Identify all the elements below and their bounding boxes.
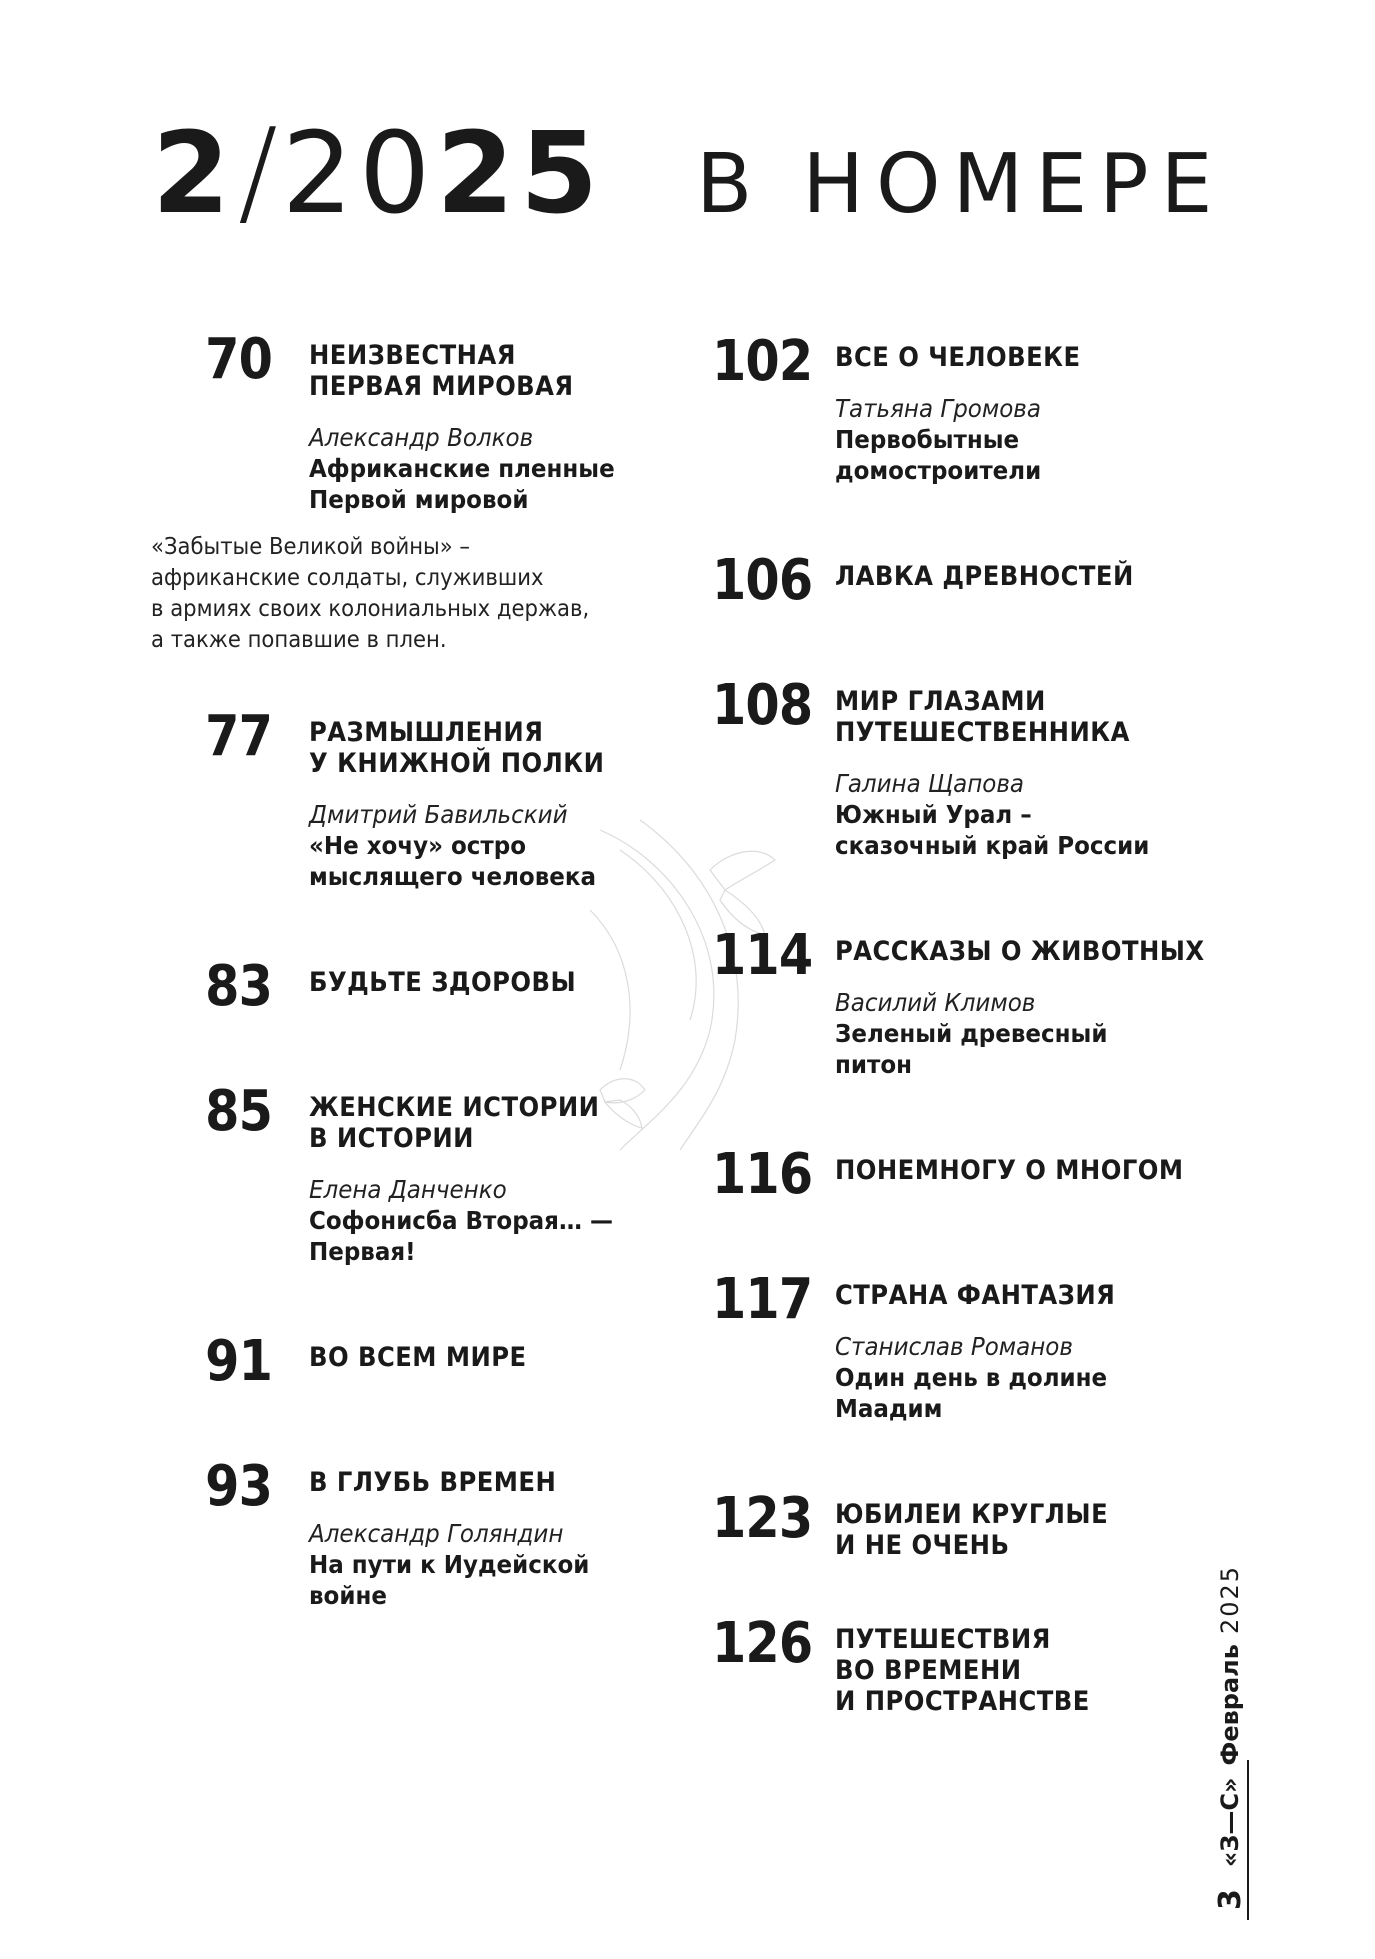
page-number: 126 bbox=[712, 1611, 813, 1676]
rubric: НЕИЗВЕСТНАЯ ПЕРВАЯ МИРОВАЯ bbox=[309, 340, 574, 402]
article-title: «Не хочу» остро мыслящего человека bbox=[309, 831, 597, 891]
page-number: 91 bbox=[205, 1329, 272, 1394]
author: Василий Климов bbox=[835, 988, 1036, 1017]
page-number: 83 bbox=[205, 954, 272, 1019]
author: Станислав Романов bbox=[835, 1332, 1073, 1361]
side-caption bbox=[1210, 1520, 1250, 1910]
entry-body bbox=[835, 1624, 1118, 1717]
issue-year-second: 25 bbox=[436, 109, 605, 239]
entry-body bbox=[835, 686, 1177, 861]
author: Галина Щапова bbox=[835, 769, 1025, 798]
page-number: 93 bbox=[205, 1454, 272, 1519]
entry-body bbox=[309, 717, 637, 892]
article-title: Один день в долине Маадим bbox=[835, 1363, 1108, 1423]
entry-body bbox=[835, 342, 1108, 486]
issue-slash: / bbox=[237, 102, 278, 240]
folio-page-number: 3 bbox=[1212, 1889, 1248, 1910]
section-title: В НОМЕРЕ bbox=[696, 137, 1225, 232]
entry-body bbox=[835, 936, 1246, 1080]
entry-body bbox=[309, 340, 641, 515]
author: Татьяна Громова bbox=[835, 394, 1041, 423]
page-number: 117 bbox=[712, 1267, 813, 1332]
entry-body bbox=[309, 1092, 639, 1267]
author: Александр Голяндин bbox=[309, 1519, 564, 1548]
entry-body bbox=[835, 561, 1167, 592]
author: Дмитрий Бавильский bbox=[309, 800, 568, 829]
article-blurb: «Забытые Великой войны» – африканские солдаты, служивших в армиях своих колониальных держав, а также попавшие в плен. bbox=[151, 534, 590, 653]
rubric: ЛАВКА ДРЕВНОСТЕЙ bbox=[835, 561, 1134, 592]
author: Александр Волков bbox=[309, 423, 534, 452]
rubric: ЖЕНСКИЕ ИСТОРИИ В ИСТОРИИ bbox=[309, 1092, 600, 1154]
page-number: 108 bbox=[712, 673, 813, 738]
article-title: Африканские пленные Первой мировой bbox=[309, 454, 615, 514]
rubric: ЮБИЛЕИ КРУГЛЫЕ И НЕ ОЧЕНЬ bbox=[835, 1499, 1109, 1561]
rubric: РАЗМЫШЛЕНИЯ У КНИЖНОЙ ПОЛКИ bbox=[309, 717, 605, 779]
page-number: 106 bbox=[712, 548, 813, 613]
issue-month: Февраль bbox=[1216, 1644, 1244, 1766]
article-title: Зеленый древесный питон bbox=[835, 1019, 1108, 1079]
entry-body bbox=[835, 1155, 1222, 1186]
rubric: БУДЬТЕ ЗДОРОВЫ bbox=[309, 967, 577, 998]
rubric: ПОНЕМНОГУ О МНОГОМ bbox=[835, 1155, 1184, 1186]
rubric: СТРАНА ФАНТАЗИЯ bbox=[835, 1280, 1116, 1311]
rubric: ВСЕ О ЧЕЛОВЕКЕ bbox=[835, 342, 1081, 373]
article-title: На пути к Иудейской войне bbox=[309, 1550, 590, 1610]
page-number: 70 bbox=[205, 327, 272, 392]
side-rail bbox=[1200, 1520, 1260, 1910]
author: Елена Данченко bbox=[309, 1175, 507, 1204]
page-number: 102 bbox=[712, 329, 813, 394]
page-number: 116 bbox=[712, 1142, 813, 1207]
rubric: РАССКАЗЫ О ЖИВОТНЫХ bbox=[835, 936, 1205, 967]
issue-number: 2 bbox=[152, 109, 234, 239]
page-number: 114 bbox=[712, 923, 813, 988]
page-number: 85 bbox=[205, 1079, 272, 1144]
article-title: Первобытные домостроители bbox=[835, 425, 1042, 485]
entry-body bbox=[309, 1467, 614, 1611]
magazine-name: «З—С» bbox=[1216, 1777, 1244, 1868]
rubric: МИР ГЛАЗАМИ ПУТЕШЕСТВЕННИКА bbox=[835, 686, 1130, 748]
page-number: 123 bbox=[712, 1486, 813, 1551]
entry-body bbox=[309, 1342, 551, 1373]
article-title: Южный Урал – сказочный край России bbox=[835, 800, 1150, 860]
page-number: 77 bbox=[205, 704, 272, 769]
issue-year-first: 20 bbox=[281, 109, 437, 239]
rubric: ПУТЕШЕСТВИЯ ВО ВРЕМЕНИ И ПРОСТРАНСТВЕ bbox=[835, 1624, 1090, 1717]
rubric: В ГЛУБЬ ВРЕМЕН bbox=[309, 1467, 557, 1498]
entry-body bbox=[835, 1499, 1138, 1561]
rubric: ВО ВСЕМ МИРЕ bbox=[309, 1342, 527, 1373]
masthead bbox=[152, 102, 1225, 242]
entry-body bbox=[835, 1280, 1146, 1424]
entry-body bbox=[309, 967, 606, 998]
article-title: Софонисба Вторая… — Первая! bbox=[309, 1206, 613, 1266]
issue-year: 2025 bbox=[1216, 1564, 1244, 1635]
